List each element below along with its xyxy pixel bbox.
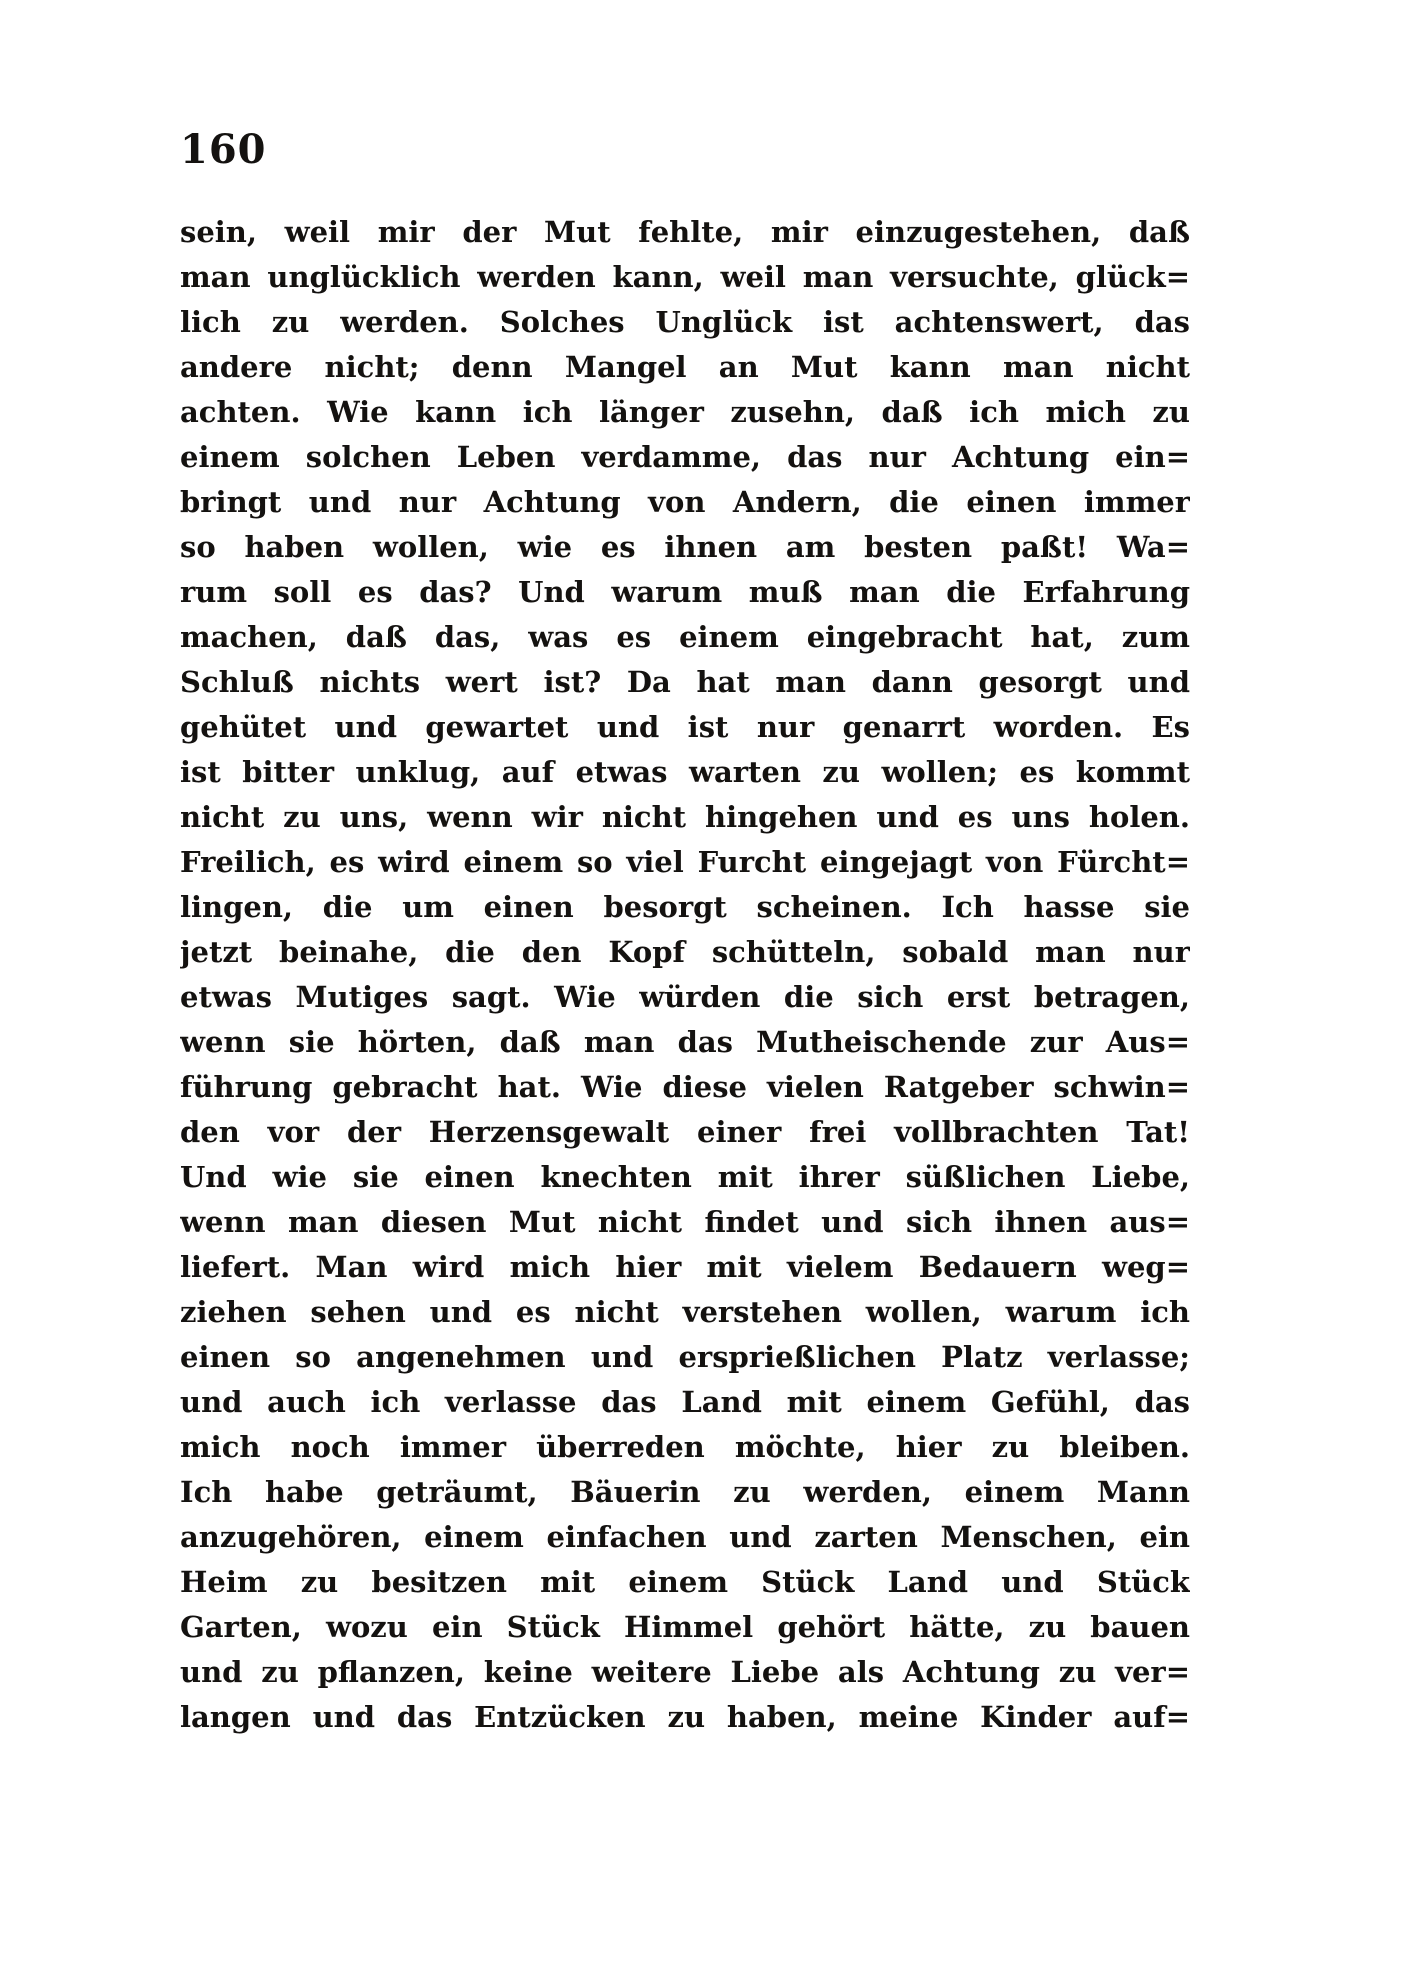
text-line: führung gebracht hat. Wie diese vielen Ratgeber schwin= bbox=[180, 1070, 1190, 1104]
text-line: anzugehören, einem einfachen und zarten Menschen, ein bbox=[180, 1520, 1190, 1554]
text-line: man unglücklich werden kann, weil man versuchte, glück= bbox=[180, 260, 1190, 294]
text-line: liefert. Man wird mich hier mit vielem Bedauern weg= bbox=[180, 1250, 1190, 1284]
text-line: Schluß nichts wert ist? Da hat man dann gesorgt und bbox=[180, 665, 1190, 699]
text-line: mich noch immer überreden möchte, hier zu bleiben. bbox=[180, 1430, 1190, 1464]
text-line: einen so angenehmen und ersprießlichen Platz verlasse; bbox=[180, 1340, 1190, 1374]
text-line: lich zu werden. Solches Unglück ist achtenswert, das bbox=[180, 305, 1190, 339]
text-line: den vor der Herzensgewalt einer frei vollbrachten Tat! bbox=[180, 1115, 1190, 1149]
text-line: etwas Mutiges sagt. Wie würden die sich erst betragen, bbox=[180, 980, 1190, 1014]
text-line: gehütet und gewartet und ist nur genarrt worden. Es bbox=[180, 710, 1190, 744]
text-line: Und wie sie einen knechten mit ihrer süßlichen Liebe, bbox=[180, 1160, 1190, 1194]
text-line: und zu pflanzen, keine weitere Liebe als Achtung zu ver= bbox=[180, 1655, 1190, 1689]
text-line: Freilich, es wird einem so viel Furcht eingejagt von Fürcht= bbox=[180, 845, 1190, 879]
text-line: rum soll es das? Und warum muß man die Erfahrung bbox=[180, 575, 1190, 609]
text-line: ist bitter unklug, auf etwas warten zu wollen; es kommt bbox=[180, 755, 1190, 789]
text-line: Ich habe geträumt, Bäuerin zu werden, einem Mann bbox=[180, 1475, 1190, 1509]
text-line: so haben wollen, wie es ihnen am besten paßt! Wa= bbox=[180, 530, 1190, 564]
text-line: und auch ich verlasse das Land mit einem Gefühl, das bbox=[180, 1385, 1190, 1419]
page-number: 160 bbox=[180, 126, 267, 173]
text-line: andere nicht; denn Mangel an Mut kann man nicht bbox=[180, 350, 1190, 384]
text-line: einem solchen Leben verdamme, das nur Achtung ein= bbox=[180, 440, 1190, 474]
text-line: Heim zu besitzen mit einem Stück Land und Stück bbox=[180, 1565, 1190, 1599]
text-line: nicht zu uns, wenn wir nicht hingehen und es uns holen. bbox=[180, 800, 1190, 834]
text-line: Garten, wozu ein Stück Himmel gehört hätte, zu bauen bbox=[180, 1610, 1190, 1644]
text-line: wenn man diesen Mut nicht findet und sich ihnen aus= bbox=[180, 1205, 1190, 1239]
text-line: lingen, die um einen besorgt scheinen. Ich hasse sie bbox=[180, 890, 1190, 924]
text-line: achten. Wie kann ich länger zusehn, daß ich mich zu bbox=[180, 395, 1190, 429]
text-line: jetzt beinahe, die den Kopf schütteln, sobald man nur bbox=[180, 935, 1190, 969]
text-line: wenn sie hörten, daß man das Mutheischende zur Aus= bbox=[180, 1025, 1190, 1059]
text-line: machen, daß das, was es einem eingebracht hat, zum bbox=[180, 620, 1190, 654]
body-text-block bbox=[180, 210, 1190, 1740]
text-line: bringt und nur Achtung von Andern, die einen immer bbox=[180, 485, 1190, 519]
text-line: sein, weil mir der Mut fehlte, mir einzugestehen, daß bbox=[180, 215, 1190, 249]
text-line: langen und das Entzücken zu haben, meine Kinder auf= bbox=[180, 1700, 1190, 1734]
text-line: ziehen sehen und es nicht verstehen wollen, warum ich bbox=[180, 1295, 1190, 1329]
